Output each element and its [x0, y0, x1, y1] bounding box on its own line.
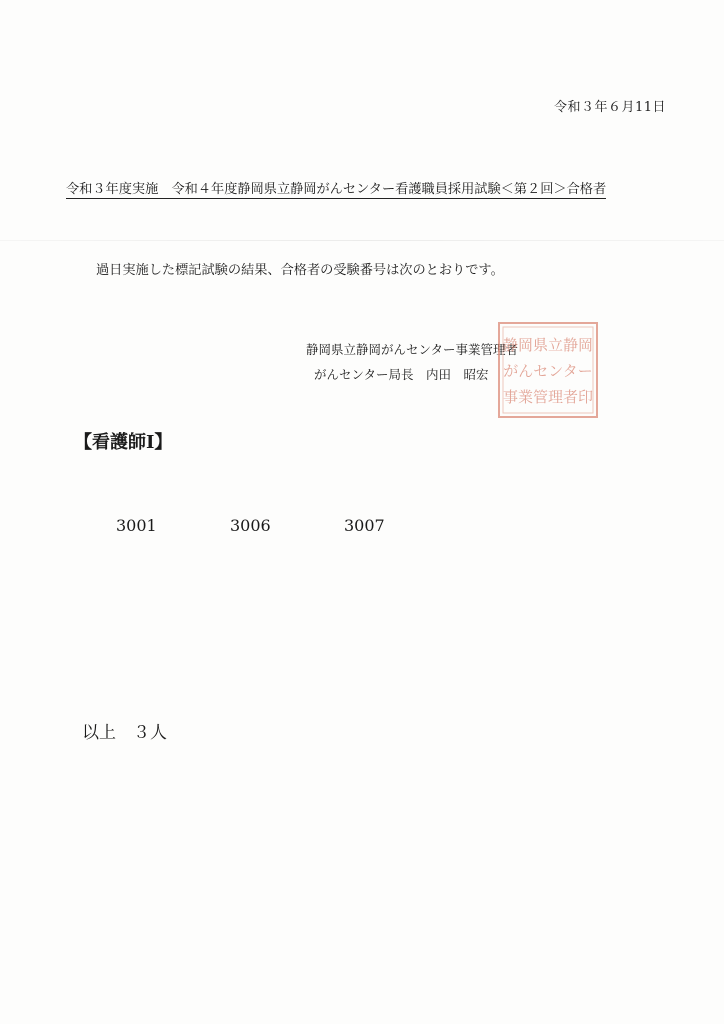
issuer-organization: 静岡県立静岡がんセンター事業管理者: [306, 342, 519, 357]
seal-line-1: 静岡県立静岡: [502, 336, 594, 354]
issuer-name: がんセンター局長 内田 昭宏: [314, 367, 489, 382]
issuer-block: [306, 337, 518, 387]
document-title: 令和３年度実施 令和４年度静岡県立静岡がんセンター看護職員採用試験＜第２回＞合格者: [66, 178, 606, 199]
exam-number-list: [116, 516, 458, 535]
seal-line-3: 事業管理者印: [502, 388, 594, 406]
exam-number: 3001: [116, 516, 157, 535]
exam-number: 3007: [344, 516, 385, 535]
total-count: 以上 ３人: [82, 723, 167, 743]
category-heading: 【看護師Ⅰ】: [74, 432, 173, 453]
seal-line-2: がんセンター: [503, 362, 593, 380]
official-seal-stamp: [496, 320, 600, 420]
paper-fold-line: [0, 240, 724, 241]
issue-date: 令和３年６月11日: [553, 100, 666, 115]
exam-number: 3006: [230, 516, 271, 535]
intro-text: 過日実施した標記試験の結果、合格者の受験番号は次のとおりです。: [96, 263, 504, 278]
